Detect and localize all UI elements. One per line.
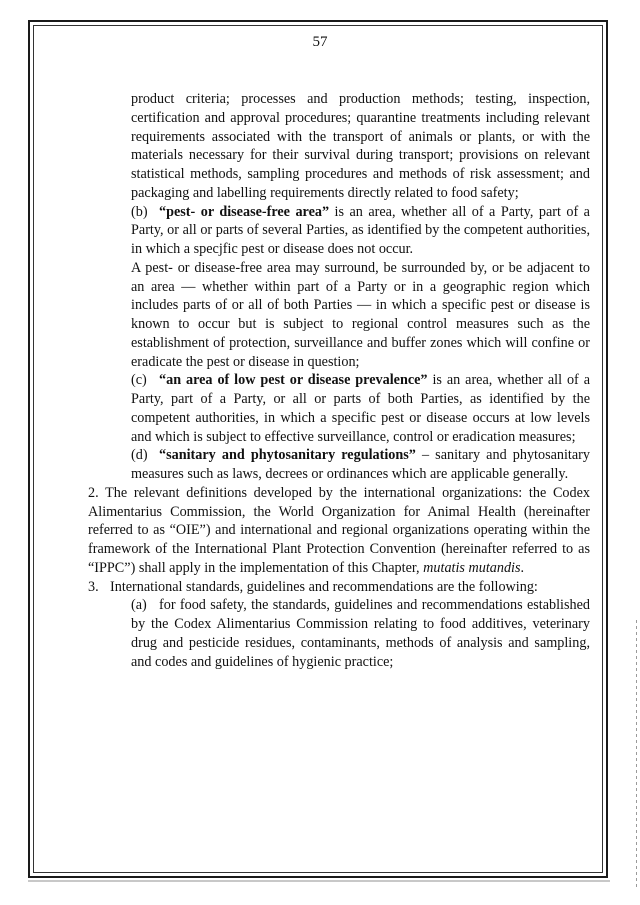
item-a: [131, 596, 590, 671]
paragraph-3-marker: 3.: [88, 578, 99, 595]
item-a-text: for food safety, the standards, guidelines and recommendations established by the Codex Alimentarius Commission relating to food additives, veterinary drug and pesticide residues, contaminants, methods of analysis and sampling, and codes and guidelines of hygienic practice;: [131, 597, 590, 670]
definition-c-text: is an area, whether all of a Party, part of a Party, or all or parts of both Parties, as identified by the competent authorities, in which a specific pest or disease occurs at low levels and which is subject to effective surveillance, control or eradication measures;: [131, 372, 590, 445]
scan-edge-mark: [636, 620, 637, 890]
continuation-paragraph: product criteria; processes and production methods; testing, inspection, certification and approval procedures; quarantine treatments including relevant requirements associated with the transport of animals or plants, or with the materials necessary for their survival during transport; provisions on relevant statistical methods, sampling procedures and methods of risk assessment; and packaging and labelling requirements directly related to food safety;: [131, 91, 590, 201]
item-a-marker: (a): [131, 597, 147, 614]
definition-d-text: – sanitary and phytosanitary measures such as laws, decrees or ordinances which are applicable generally.: [131, 447, 590, 482]
paragraph-2-end: .: [520, 559, 525, 576]
definition-b-text: is an area, whether all of a Party, part of a Party, or all or parts of several Parties, as identified by the competent authorities, in which a specjfic pest or disease does not occur.: [131, 203, 590, 257]
definition-c: [131, 371, 590, 446]
definition-c-marker: (c): [131, 372, 147, 389]
definition-d-marker: (d): [131, 447, 148, 464]
paragraph-3: [88, 578, 590, 597]
definition-b-marker: (b): [131, 203, 148, 220]
definition-b-term: “pest- or disease-free area”: [159, 203, 330, 220]
paragraph-2-italic: mutatis mutandis: [423, 559, 521, 576]
paragraph-3-text: International standards, guidelines and recommendations are the following:: [110, 578, 538, 595]
paragraph-2: [88, 484, 590, 578]
definition-b: [131, 203, 590, 259]
document-body: [88, 90, 590, 671]
scan-shadow: [28, 880, 610, 882]
definition-b-note: A pest- or disease-free area may surround, be surrounded by, or be adjacent to an area — whether within part of a Party or in a geographic region which includes parts of or all of both Parties — in which a specific pest or disease is known to occur but is subject to regional control measures such as the establishment of protection, surveillance and buffer zones which will confine or eradicate the pest or disease in question;: [131, 259, 590, 370]
definition-d: [131, 446, 590, 484]
paragraph-2-text: 2. The relevant definitions developed by the international organizations: the Codex Alimentarius Commission, the World Organization for Animal Health (hereinafter referred to as “OIE”) and international and regional organizations operating within the framework of the International Plant Protection Convention (hereinafter referred to as “IPPC”) shall apply in the implementation of this Chapter,: [88, 484, 590, 576]
page-number: 57: [312, 34, 328, 50]
definition-d-term: “sanitary and phytosanitary regulations”: [159, 447, 416, 464]
definition-c-term: “an area of low pest or disease prevalence”: [159, 372, 428, 389]
